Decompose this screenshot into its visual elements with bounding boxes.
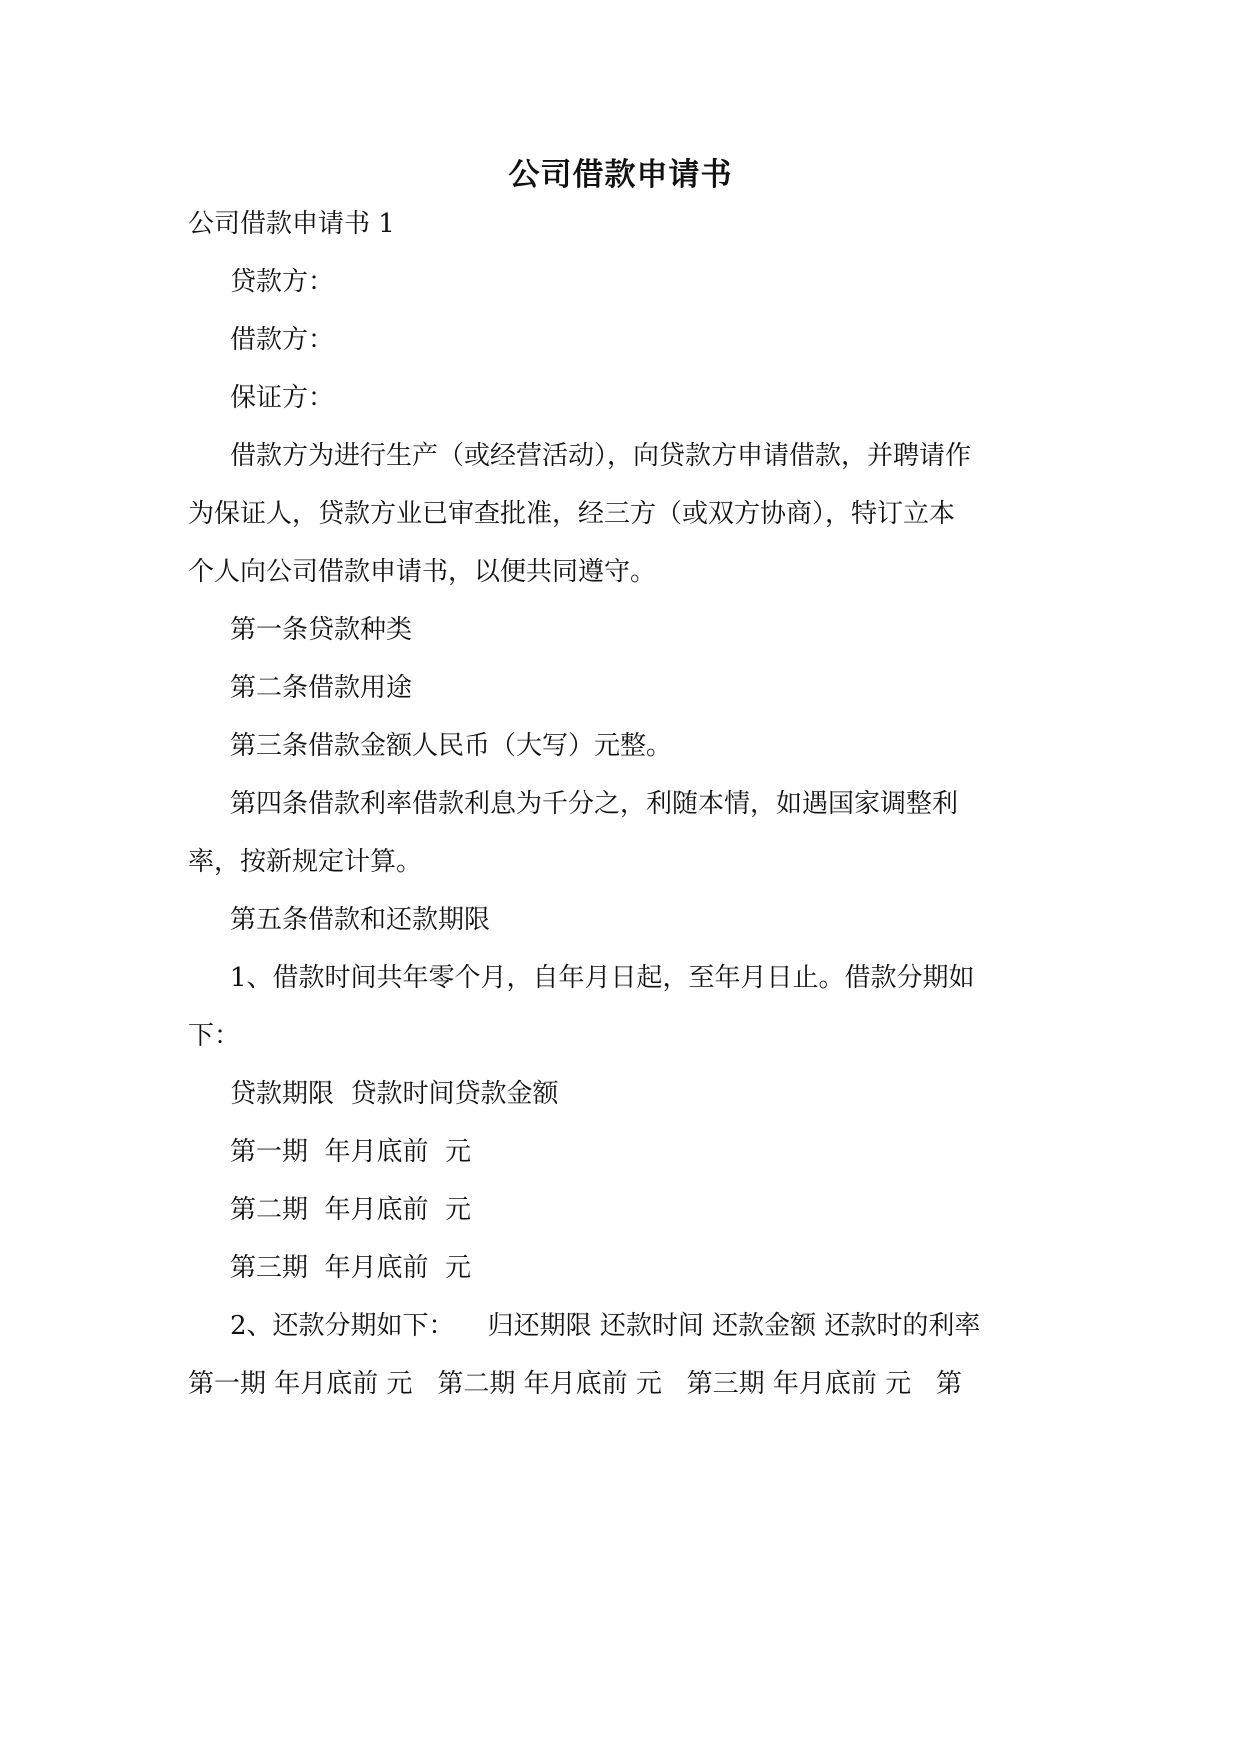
clause-1-line-2: 下：	[188, 1021, 241, 1051]
repay-line: 第一期 年月底前 元 第二期 年月底前 元 第三期 年月底前 元 第	[188, 1369, 962, 1399]
document-title: 公司借款申请书	[508, 157, 733, 193]
article-5: 第五条借款和还款期限	[230, 905, 491, 935]
section-heading: 公司借款申请书 1	[188, 209, 395, 239]
intro-line-3: 个人向公司借款申请书，以便共同遵守。	[188, 557, 657, 587]
guarantor-field: 保证方：	[230, 383, 335, 413]
lender-field: 贷款方：	[230, 267, 335, 297]
clause-2: 2、还款分期如下： 归还期限 还款时间 还款金额 还款时的利率	[230, 1311, 981, 1341]
borrower-field: 借款方：	[230, 325, 335, 355]
article-4-line-2: 率，按新规定计算。	[188, 847, 423, 877]
article-3: 第三条借款金额人民币（大写）元整。	[230, 731, 673, 761]
article-4-line-1: 第四条借款利率借款利息为千分之，利随本情，如遇国家调整利	[230, 789, 959, 819]
loan-row-3: 第三期 年月底前 元	[230, 1253, 472, 1283]
intro-line-1: 借款方为进行生产（或经营活动），向贷款方申请借款，并聘请作	[230, 441, 972, 471]
article-2: 第二条借款用途	[230, 673, 413, 703]
article-1: 第一条贷款种类	[230, 615, 413, 645]
loan-row-2: 第二期 年月底前 元	[230, 1195, 472, 1225]
clause-1-line-1: 1、借款时间共年零个月，自年月日起，至年月日止。借款分期如	[230, 963, 975, 993]
loan-row-1: 第一期 年月底前 元	[230, 1137, 472, 1167]
intro-line-2: 为保证人，贷款方业已审查批准，经三方（或双方协商），特订立本	[188, 499, 956, 529]
loan-table-header: 贷款期限 贷款时间贷款金额	[230, 1079, 559, 1109]
